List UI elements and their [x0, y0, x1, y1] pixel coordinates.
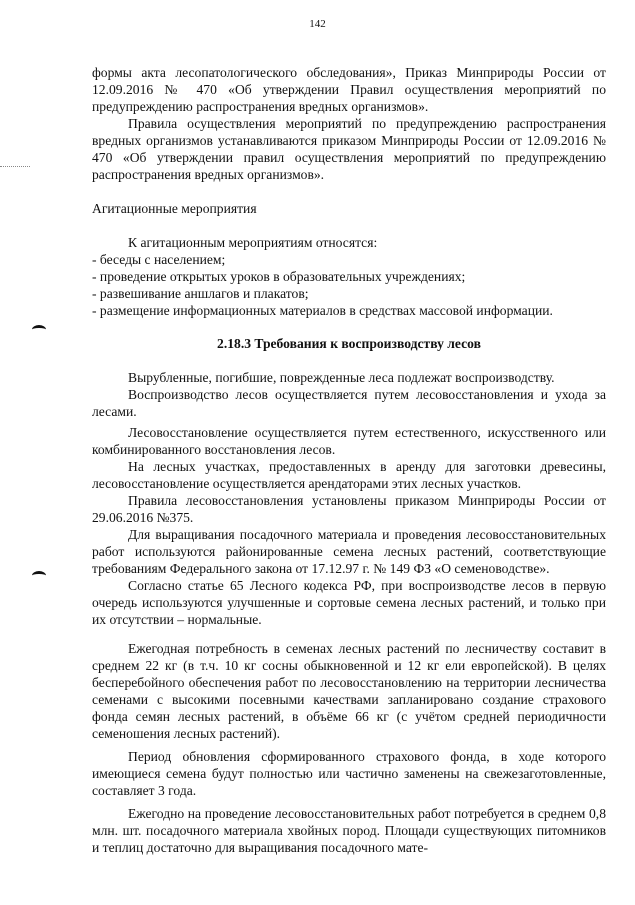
margin-dots-artifact: [0, 166, 30, 169]
list-item: - развешивание аншлагов и плакатов;: [92, 286, 309, 301]
paragraph-2: Правила осуществления мероприятий по предупреждению распространения вредных организмов устанавливаются приказом Минприроды России от 12.09.2016 № 470 «Об утверждении правил осуществления мероприятий по предупреждению распространения вредных организмов».: [92, 116, 606, 182]
agitation-list: [92, 251, 606, 319]
section-heading: 2.18.3 Требования к воспроизводству лесов: [217, 336, 481, 351]
document-body: [92, 64, 606, 856]
agitation-heading: Агитационные мероприятия: [92, 201, 257, 216]
paragraph-11: Период обновления сформированного страхового фонда, в ходе которого имеющиеся семена будут полностью или частично заменены на свежезаготовленные, составляет 3 года.: [92, 749, 606, 798]
page-number: 142: [309, 18, 326, 30]
paragraph-7: Правила лесовосстановления установлены приказом Минприроды России от 29.06.2016 №375.: [92, 493, 606, 525]
paragraph-12: Ежегодно на проведение лесовосстановительных работ потребуется в среднем 0,8 млн. шт. посадочного материала хвойных пород. Площади существующих питомников и теплиц достаточно для выращивания посадочного мате-: [92, 806, 606, 855]
paragraph-5: Лесовосстановление осуществляется путем естественного, искусственного или комбинированного восстановления лесов.: [92, 425, 606, 457]
paragraph-9: Согласно статье 65 Лесного кодекса РФ, при воспроизводстве лесов в первую очередь используются улучшенные и сортовые семена лесных растений, и только при их отсутствии – нормальные.: [92, 578, 606, 627]
paragraph-3: Вырубленные, погибшие, поврежденные леса подлежат воспроизводству.: [128, 370, 555, 385]
scan-mark-artifact: [32, 571, 46, 580]
scan-mark-artifact: [32, 325, 46, 334]
paragraph-6: На лесных участках, предоставленных в аренду для заготовки древесины, лесовосстановление осуществляется арендаторами этих лесных участков.: [92, 459, 606, 491]
paragraph-10: Ежегодная потребность в семенах лесных растений по лесничеству составит в среднем 22 кг (в т.ч. 10 кг сосны обыкновенной и 12 кг ели европейской). В целях бесперебойного обеспечения работ по лесовосстановлению на территории лесничества семенами с высокими посевными качествами запланировано создание страхового фонда семян лесных растений, в объёме 66 кг (с учётом средней периодичности семеношения лесных растений).: [92, 641, 606, 741]
paragraph-8: Для выращивания посадочного материала и проведения лесовосстановительных работ используются районированные семена лесных растений, соответствующие требованиям Федерального закона от 17.12.97 г. № 149 ФЗ «О семеноводстве».: [92, 527, 606, 576]
paragraph-4: Воспроизводство лесов осуществляется путем лесовосстановления и ухода за лесами.: [92, 387, 606, 419]
list-item: - размещение информационных материалов в средствах массовой информации.: [92, 303, 553, 318]
list-item: - беседы с населением;: [92, 252, 226, 267]
agitation-intro: К агитационным мероприятиям относятся:: [128, 235, 378, 250]
paragraph-1: формы акта лесопатологического обследования», Приказ Минприроды России от 12.09.2016 № 470 «Об утверждении Правил осуществления мероприятий по предупреждению распространения вредных организмов».: [92, 65, 606, 114]
list-item: - проведение открытых уроков в образовательных учреждениях;: [92, 269, 466, 284]
